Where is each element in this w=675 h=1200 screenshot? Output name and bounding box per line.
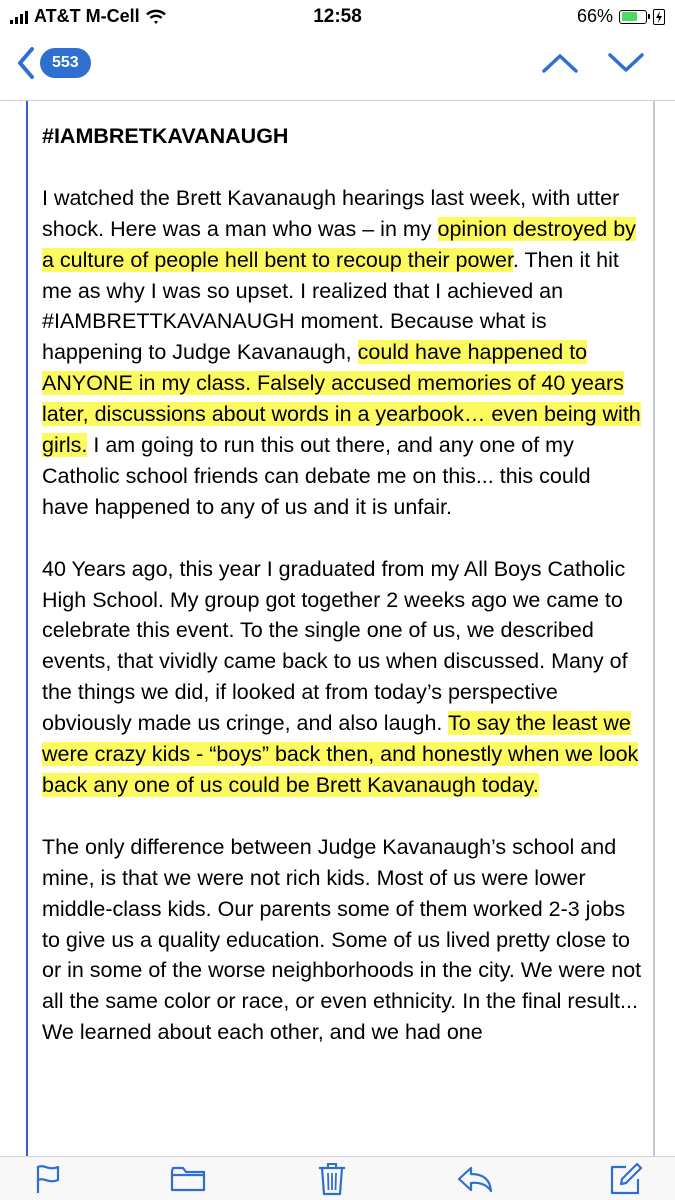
flag-button[interactable]: [28, 1161, 68, 1197]
status-bar: [0, 0, 675, 34]
reply-icon: [456, 1164, 494, 1194]
compose-icon: [609, 1162, 643, 1196]
previous-message-button[interactable]: [541, 52, 579, 74]
highlighted-text: To say the least we were crazy kids - “boys” back then, and honestly when we look back any one of us could be Brett Kavanaugh today.: [42, 711, 639, 797]
next-message-button[interactable]: [607, 52, 645, 74]
clock: 12:58: [313, 6, 362, 27]
text-span: The only difference between Judge Kavanaugh’s school and mine, is that we were not rich kids. Most of us were lower middle-class kids. Our parents some of them worked 2-3 jobs to give us a quality education. Some of us lived pretty close to or in some of the worse neighborhoods in the city. We were not all the same color or race, or even ethnicity. In the final result... We learned about each other, and we had one: [42, 834, 642, 1045]
message-count-badge: 553: [40, 48, 91, 78]
flag-icon: [34, 1164, 62, 1194]
battery-percent: 66%: [576, 6, 613, 26]
paragraph-2: [42, 554, 642, 801]
compose-button[interactable]: [606, 1161, 646, 1197]
paragraph-3: [42, 832, 642, 1048]
reply-button[interactable]: [455, 1161, 495, 1197]
trash-button[interactable]: [312, 1161, 352, 1197]
quote-bar: [26, 101, 28, 1156]
bottom-toolbar: [0, 1156, 675, 1200]
charging-icon: [653, 9, 665, 25]
highlighted-text: opinion destroyed by a culture of people hell bent to recoup their power: [42, 216, 636, 272]
text-span: 40 Years ago, this year I graduated from my All Boys Catholic High School. My group got together 2 weeks ago we came to celebrate this event. To the single one of us, we described events, that vividly came back to us when discussed. Many of the things we did, if looked at from today’s perspective obviously made us cringe, and also laugh.: [42, 556, 628, 736]
paragraph-1: [42, 183, 642, 523]
highlighted-text: could have happened to ANYONE in my class. Falsely accused memories of 40 years later, discussions about words in a yearbook… even being with girls.: [42, 340, 641, 458]
message-title: #IAMBRETKAVANAUGH: [42, 124, 289, 148]
text-span: I watched the Brett Kavanaugh hearings last week, with utter shock. Here was a man who was – in my: [42, 185, 620, 241]
carrier-name: AT&T M-Cell: [34, 6, 140, 26]
battery-fill: [622, 12, 637, 21]
text-span: . Then it hit me as why I was so upset. I realized that I achieved an #IAMBRETTKAVANAUGH moment. Because what is happening to Judge Kavanaugh,: [42, 247, 619, 365]
battery-icon: [619, 10, 647, 24]
folder-icon: [170, 1165, 206, 1193]
message-body[interactable]: [0, 101, 675, 1156]
chevron-left-icon: [16, 46, 36, 80]
scrollbar[interactable]: [653, 101, 655, 1156]
trash-icon: [317, 1162, 347, 1196]
move-to-folder-button[interactable]: [168, 1161, 208, 1197]
back-button[interactable]: [16, 46, 91, 80]
text-span: I am going to run this out there, and any one of my Catholic school friends can debate me on this... this could have happened to any of us and it is unfair.: [42, 433, 591, 519]
message-nav-bar: [0, 34, 675, 100]
